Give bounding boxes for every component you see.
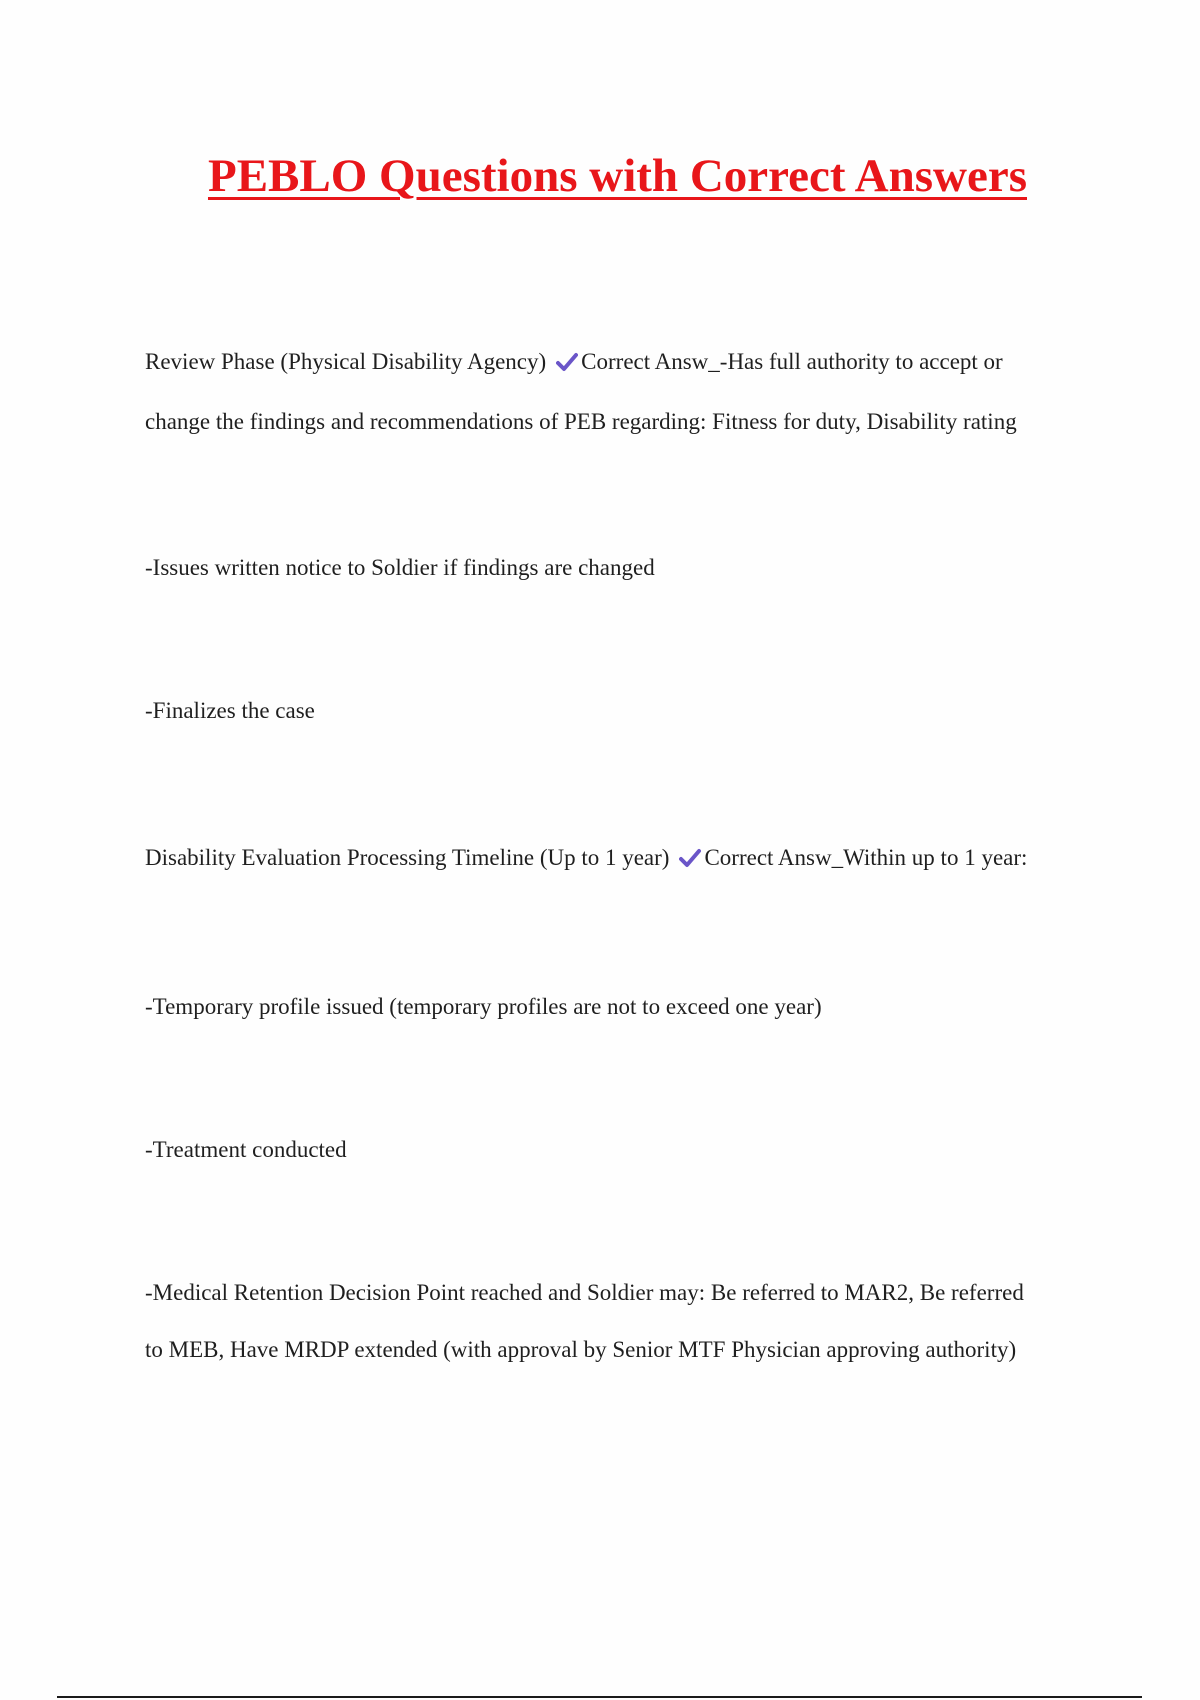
answer-line: -Finalizes the case [145,698,315,723]
checkmark-icon [556,352,578,372]
answer-text: -Has full authority to accept or [719,349,1003,374]
answer-line: -Medical Retention Decision Point reached and Soldier may: Be referred to MAR2, Be referred [145,1280,1024,1305]
answer-text: Within up to 1 year: [843,845,1028,870]
document-title: PEBLO Questions with Correct Answers [207,150,1027,202]
checkmark-icon [679,848,701,868]
answer-line: to MEB, Have MRDP extended (with approval by Senior MTF Physician approving authority) [145,1337,1017,1362]
question-text: Disability Evaluation Processing Timeline (Up to 1 year) [145,845,670,870]
answer-prefix: Correct Answ_ [581,349,720,374]
question-text: Review Phase (Physical Disability Agency) [145,349,547,374]
answer-line: -Issues written notice to Soldier if findings are changed [145,555,655,580]
footer-divider [57,1696,1142,1698]
qa-line [145,347,1003,377]
qa-line [145,843,1027,873]
answer-prefix: Correct Answ_ [704,845,844,870]
answer-line: -Treatment conducted [145,1137,347,1162]
answer-line: -Temporary profile issued (temporary profiles are not to exceed one year) [145,994,822,1019]
answer-line: change the findings and recommendations of PEB regarding: Fitness for duty, Disability rating [145,409,1017,434]
